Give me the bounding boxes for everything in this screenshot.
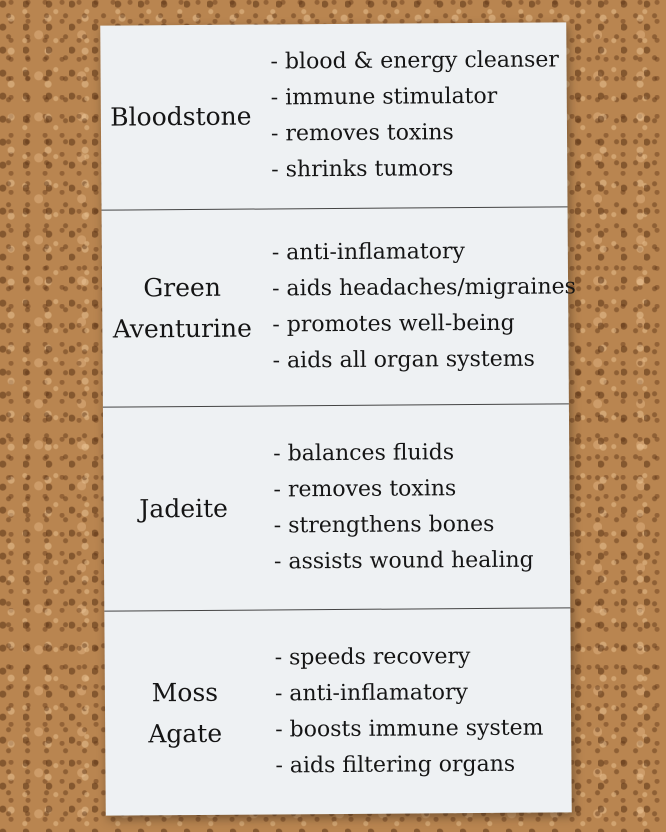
property-item: - strengthens bones (273, 511, 495, 538)
property-list (263, 434, 534, 580)
stone-section-jadeite (103, 404, 570, 610)
property-list (265, 639, 544, 785)
property-item: - immune stimulator (270, 83, 498, 111)
stone-name: Green Aventurine (112, 272, 252, 344)
stone-name: Bloodstone (110, 101, 252, 132)
property-item: - anti-inflamatory (271, 239, 465, 266)
stone-section-green-aventurine (102, 207, 576, 406)
property-item: - blood & energy cleanser (270, 47, 559, 75)
property-list (262, 233, 577, 379)
property-item: - anti-inflamatory (274, 680, 469, 707)
property-item: - aids filtering organs (275, 751, 516, 779)
property-item: - boosts immune system (275, 715, 544, 743)
property-item: - promotes well-being (272, 310, 515, 338)
stone-section-moss-agate (104, 608, 571, 815)
property-item: - speeds recovery (274, 644, 471, 671)
stone-name: Jadeite (139, 493, 229, 524)
property-item: - balances fluids (273, 439, 455, 466)
stone-section-bloodstone (100, 22, 567, 209)
property-item: - removes toxins (270, 120, 454, 147)
property-list (260, 42, 559, 188)
stone-properties-card (100, 22, 576, 815)
property-item: - removes toxins (273, 475, 457, 502)
property-item: - shrinks tumors (271, 156, 454, 183)
property-item: - aids all organ systems (272, 346, 535, 374)
stone-name: Moss Agate (148, 677, 223, 749)
property-item: - assists wound healing (273, 547, 534, 574)
property-item: - aids headaches/migraines (272, 274, 576, 302)
